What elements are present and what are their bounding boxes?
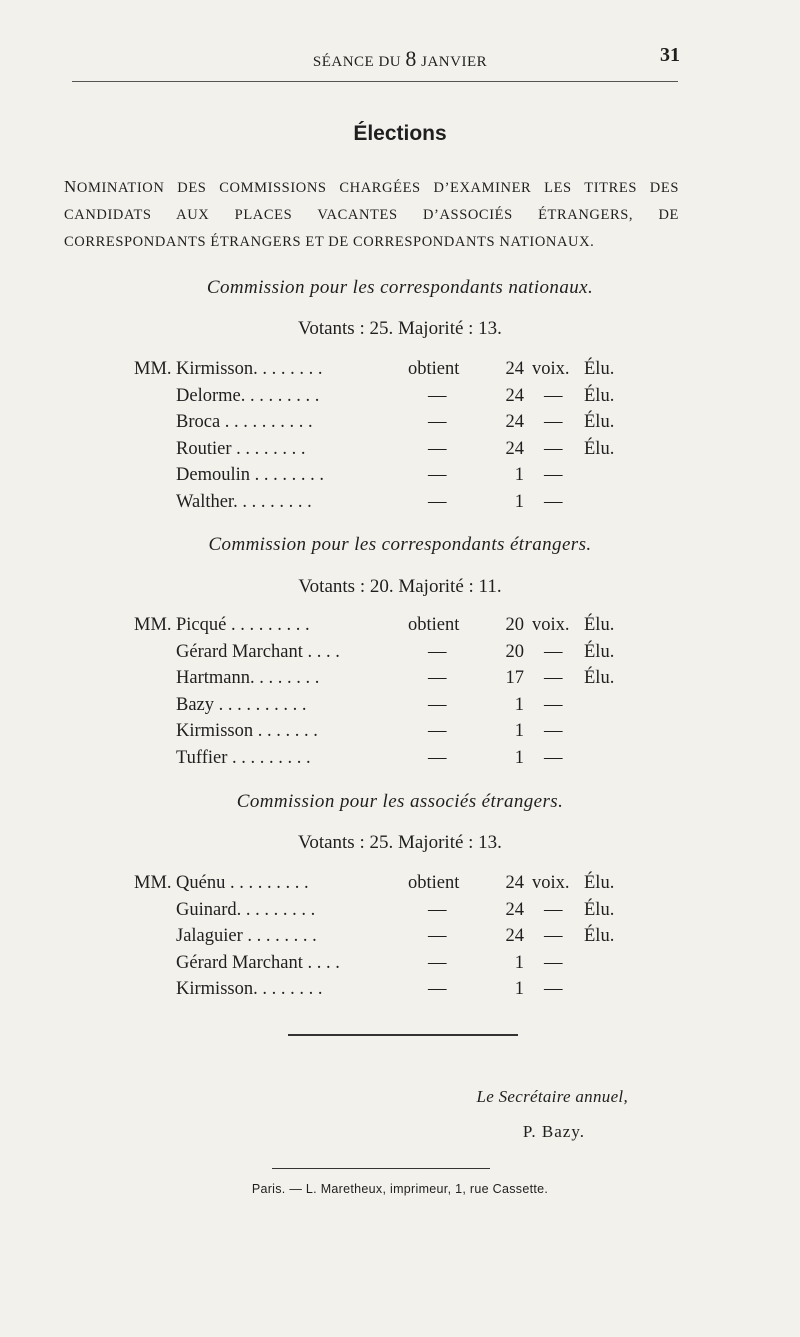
obtient-label: obtient <box>408 873 460 893</box>
intro-text: OMINATION DES COMMISSIONS CHARGÉES D’EXAMINER LES TITRES DES CANDIDATS AUX PLACES VACANTES D’ASSOCIÉS ÉTRANGERS, DE CORRESPONDANTS ÉTRANGERS ET DE CORRESPONDANTS NATIONAUX. <box>64 180 679 250</box>
obtient-label: — <box>428 979 447 999</box>
running-title <box>0 46 800 72</box>
vote-count: 20 <box>505 641 524 662</box>
elected-status: Élu. <box>584 873 615 893</box>
voix-label: — <box>544 899 563 920</box>
signoff-title: Le Secrétaire annuel, <box>476 1087 628 1106</box>
candidate-name: Kirmisson . . . . . . . <box>176 721 318 741</box>
voix-label: — <box>544 979 563 999</box>
candidate-name: Gérard Marchant . . . . <box>176 641 340 662</box>
candidate-name: Bazy . . . . . . . . . . <box>176 694 307 715</box>
vote-count: 24 <box>505 412 524 432</box>
vote-count: 1 <box>514 952 524 973</box>
commission-title: Commission pour les correspondants étrangers. <box>208 534 592 555</box>
intro-initial: N <box>64 177 77 196</box>
elected-status: Élu. <box>584 385 615 406</box>
obtient-label: — <box>428 412 447 432</box>
obtient-label: obtient <box>408 615 460 635</box>
obtient-label: — <box>428 385 447 406</box>
result-row <box>134 356 654 383</box>
candidate-name: Gérard Marchant . . . . <box>176 952 340 973</box>
obtient-label: — <box>428 721 447 741</box>
result-row <box>134 718 654 745</box>
result-row <box>134 897 654 924</box>
mm-label: MM. <box>134 615 172 635</box>
elected-status: Élu. <box>584 641 615 662</box>
obtient-label: — <box>428 438 447 459</box>
commission-title: Commission pour les correspondants nationaux. <box>206 277 594 298</box>
commission-votes: Votants : 25. Majorité : 13. <box>298 318 502 339</box>
voix-label: — <box>544 926 563 946</box>
footer-rule <box>272 1168 490 1169</box>
mm-label: MM. <box>134 359 172 379</box>
section-divider <box>288 1034 518 1036</box>
obtient-label: — <box>428 899 447 920</box>
vote-count: 24 <box>505 926 524 946</box>
candidate-name: Hartmann. . . . . . . . <box>176 668 320 688</box>
section-title: Élections <box>353 122 447 145</box>
printer-imprint: Paris. — L. Maretheux, imprimeur, 1, rue Cassette. <box>251 1182 549 1196</box>
elected-status: Élu. <box>584 615 615 635</box>
obtient-label: — <box>428 952 447 973</box>
running-title-suffix: JANVIER <box>416 54 488 70</box>
candidate-name: Demoulin . . . . . . . . <box>176 465 324 485</box>
candidate-name: Walther. . . . . . . . . <box>176 491 312 512</box>
vote-count: 24 <box>505 359 524 379</box>
vote-count: 20 <box>505 615 524 635</box>
voix-label: voix. <box>532 873 570 893</box>
page-number: 31 <box>660 44 680 66</box>
elected-status: Élu. <box>584 359 615 379</box>
vote-count: 1 <box>514 694 524 715</box>
running-title-number: 8 <box>405 46 417 71</box>
intro-paragraph <box>64 173 679 256</box>
voix-label: — <box>544 952 563 973</box>
commission-votes: Votants : 25. Majorité : 13. <box>298 832 502 853</box>
voix-label: — <box>544 438 563 459</box>
result-row <box>134 923 654 950</box>
mm-label: MM. <box>134 873 172 893</box>
elected-status: Élu. <box>584 412 615 432</box>
candidate-name: Kirmisson. . . . . . . . <box>176 359 323 379</box>
obtient-label: — <box>428 641 447 662</box>
header-rule <box>72 81 678 82</box>
commission-votes: Votants : 20. Majorité : 11. <box>298 576 502 597</box>
candidate-name: Picqué . . . . . . . . . <box>176 615 310 635</box>
result-row <box>134 745 654 772</box>
elected-status: Élu. <box>584 899 615 920</box>
vote-count: 24 <box>505 873 524 893</box>
result-row <box>134 976 654 1003</box>
voix-label: — <box>544 668 563 688</box>
signoff-name: P. Bazy. <box>522 1122 585 1141</box>
obtient-label: — <box>428 694 447 715</box>
result-row <box>134 870 654 897</box>
result-row <box>134 950 654 977</box>
vote-count: 1 <box>514 979 524 999</box>
candidate-name: Delorme. . . . . . . . . <box>176 385 320 406</box>
results-table <box>134 612 654 771</box>
result-row <box>134 612 654 639</box>
voix-label: voix. <box>532 615 570 635</box>
candidate-name: Routier . . . . . . . . <box>176 438 306 459</box>
candidate-name: Guinard. . . . . . . . . <box>176 899 316 920</box>
result-row <box>134 436 654 463</box>
result-row <box>134 462 654 489</box>
vote-count: 1 <box>514 721 524 741</box>
candidate-name: Broca . . . . . . . . . . <box>176 412 313 432</box>
candidate-name: Jalaguier . . . . . . . . <box>176 926 317 946</box>
results-table <box>134 870 654 1003</box>
elected-status: Élu. <box>584 438 615 459</box>
running-head <box>0 46 800 74</box>
vote-count: 24 <box>505 438 524 459</box>
voix-label: — <box>544 412 563 432</box>
candidate-name: Tuffier . . . . . . . . . <box>176 747 311 768</box>
voix-label: — <box>544 641 563 662</box>
vote-count: 1 <box>514 491 524 512</box>
candidate-name: Quénu . . . . . . . . . <box>176 873 309 893</box>
vote-count: 24 <box>505 899 524 920</box>
voix-label: — <box>544 465 563 485</box>
obtient-label: — <box>428 747 447 768</box>
voix-label: — <box>544 491 563 512</box>
result-row <box>134 409 654 436</box>
voix-label: — <box>544 694 563 715</box>
obtient-label: obtient <box>408 359 460 379</box>
result-row <box>134 383 654 410</box>
vote-count: 17 <box>505 668 524 688</box>
results-table <box>134 356 654 515</box>
elected-status: Élu. <box>584 668 615 688</box>
result-row <box>134 639 654 666</box>
obtient-label: — <box>428 491 447 512</box>
elected-status: Élu. <box>584 926 615 946</box>
voix-label: — <box>544 721 563 741</box>
voix-label: — <box>544 747 563 768</box>
candidate-name: Kirmisson. . . . . . . . <box>176 979 323 999</box>
commission-title: Commission pour les associés étrangers. <box>236 791 564 812</box>
voix-label: voix. <box>532 359 570 379</box>
obtient-label: — <box>428 926 447 946</box>
result-row <box>134 665 654 692</box>
obtient-label: — <box>428 465 447 485</box>
obtient-label: — <box>428 668 447 688</box>
vote-count: 1 <box>514 747 524 768</box>
running-title-prefix: SÉANCE DU <box>312 54 406 70</box>
result-row <box>134 489 654 516</box>
result-row <box>134 692 654 719</box>
vote-count: 1 <box>514 465 524 485</box>
vote-count: 24 <box>505 385 524 406</box>
voix-label: — <box>544 385 563 406</box>
